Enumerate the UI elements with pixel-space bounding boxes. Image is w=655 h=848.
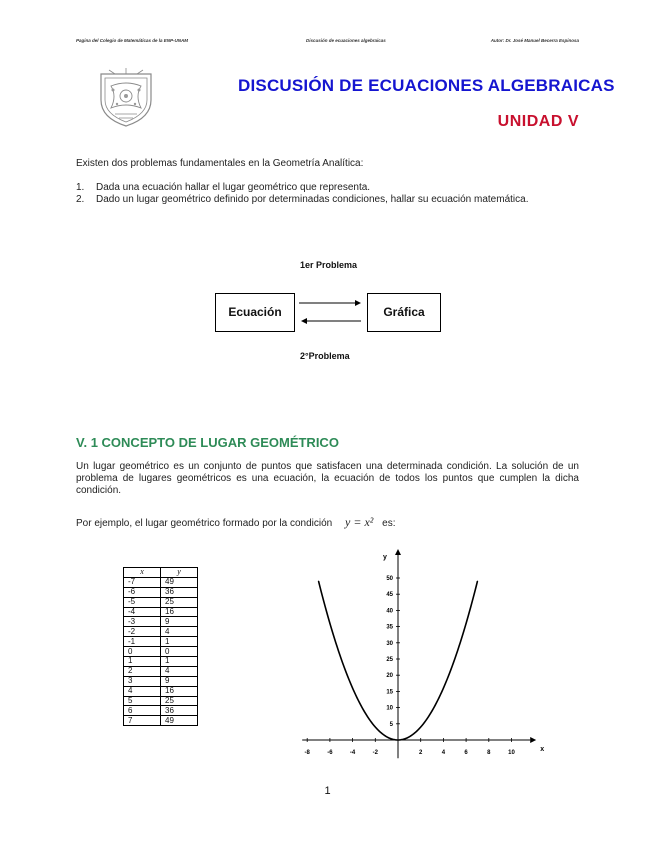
table-cell-y: 25: [161, 696, 198, 706]
table-row: [124, 666, 198, 676]
table-cell-x: 1: [124, 657, 161, 667]
y-tick-label: 50: [386, 576, 393, 582]
table-row: [124, 676, 198, 686]
unit-heading: UNIDAD V: [497, 113, 579, 130]
table-header-row: [124, 568, 198, 578]
table-row: [124, 637, 198, 647]
y-axis-label: y: [383, 554, 387, 561]
y-tick-label: 25: [386, 657, 393, 663]
table-row: [124, 686, 198, 696]
table-row: [124, 587, 198, 597]
table-cell-x: -7: [124, 577, 161, 587]
table-cell-y: 36: [161, 587, 198, 597]
y-tick-label: 30: [386, 640, 393, 647]
section-title: V. 1 CONCEPTO DE LUGAR GEOMÉTRICO: [76, 435, 339, 450]
table-cell-x: 4: [124, 686, 161, 696]
x-tick-label: 2: [419, 750, 423, 756]
list-item: [76, 194, 528, 206]
table-row: [124, 627, 198, 637]
table-row: [124, 647, 198, 657]
table-cell-x: 0: [124, 647, 161, 657]
x-tick-label: 6: [464, 750, 468, 756]
data-point: [431, 710, 432, 711]
intro-text: Existen dos problemas fundamentales en la Geometría Analítica:: [76, 158, 364, 169]
data-point: [477, 581, 478, 582]
values-table: [123, 567, 198, 726]
x-tick-label: -2: [372, 750, 378, 756]
table-cell-x: -2: [124, 627, 161, 637]
list-number: 2.: [76, 194, 85, 205]
y-tick-label: 40: [386, 608, 393, 615]
data-point: [341, 658, 342, 659]
data-point: [352, 688, 353, 689]
table-cell-x: -4: [124, 607, 161, 617]
example-equation: y = x²: [345, 515, 374, 529]
ecuacion-box: Ecuación: [215, 293, 295, 332]
table-row: [124, 617, 198, 627]
example-text: Por ejemplo, el lugar geométrico formado por la condición: [76, 518, 333, 529]
data-point: [363, 710, 364, 711]
grafica-box: Gráfica: [367, 293, 441, 332]
data-point: [386, 736, 387, 737]
x-tick-label: 10: [508, 750, 515, 756]
x-axis-arrow: [530, 737, 536, 743]
example-line: [76, 516, 396, 530]
x-tick-label: -4: [349, 750, 356, 756]
table-cell-x: -1: [124, 637, 161, 647]
list-text: Dada una ecuación hallar el lugar geométrico que representa.: [96, 182, 371, 193]
y-tick-label: 45: [386, 592, 393, 599]
arrows-diagram: [295, 295, 367, 329]
table-cell-y: 1: [161, 637, 198, 647]
x-tick-label: -8: [304, 750, 310, 756]
table-cell-y: 49: [161, 577, 198, 587]
table-cell-x: 2: [124, 666, 161, 676]
header-center: Discusión de ecuaciones algebraicas: [306, 38, 386, 43]
y-tick-label: 35: [386, 624, 393, 631]
data-point: [375, 726, 376, 727]
y-tick-label: 15: [386, 689, 393, 696]
data-point: [329, 623, 330, 624]
parabola-chart: [290, 545, 550, 760]
table-cell-x: -6: [124, 587, 161, 597]
table-row: [124, 706, 198, 716]
table-cell-y: 4: [161, 627, 198, 637]
arrow-left-head: [301, 318, 307, 324]
data-point: [466, 623, 467, 624]
data-point: [454, 658, 455, 659]
x-axis-label: x: [540, 746, 545, 753]
table-cell-y: 0: [161, 647, 198, 657]
list-item: [76, 182, 528, 194]
example-after: es:: [382, 518, 396, 529]
y-axis-arrow: [395, 549, 401, 555]
table-cell-x: -3: [124, 617, 161, 627]
table-row: [124, 716, 198, 726]
y-tick-label: 5: [389, 721, 393, 728]
data-point: [443, 688, 444, 689]
table-cell-y: 9: [161, 676, 198, 686]
x-tick-label: -6: [327, 750, 333, 756]
problem-list: [76, 182, 528, 206]
data-point: [397, 739, 398, 740]
page-number: 1: [324, 785, 331, 797]
list-number: 1.: [76, 182, 85, 193]
table-cell-y: 1: [161, 657, 198, 667]
table-cell-y: 49: [161, 716, 198, 726]
data-point: [409, 736, 410, 737]
table-header-x: x: [124, 568, 161, 578]
table-cell-x: -5: [124, 597, 161, 607]
table-cell-y: 16: [161, 686, 198, 696]
table-cell-x: 3: [124, 676, 161, 686]
document-title: DISCUSIÓN DE ECUACIONES ALGEBRAICAS: [238, 76, 615, 95]
table-row: [124, 657, 198, 667]
list-text: Dado un lugar geométrico definido por determinadas condiciones, hallar su ecuación matemática.: [96, 194, 529, 205]
table-row: [124, 607, 198, 617]
unam-seal-logo: [95, 66, 157, 128]
header-right: Autor: Dr. José Manuel Becerra Espinosa: [490, 38, 579, 43]
y-tick-label: 10: [386, 705, 393, 712]
problem2-label: 2°Problema: [300, 351, 350, 361]
table-cell-x: 6: [124, 706, 161, 716]
x-tick-label: 4: [441, 750, 446, 756]
table-cell-y: 16: [161, 607, 198, 617]
table-cell-y: 25: [161, 597, 198, 607]
problem1-label: 1er Problema: [300, 260, 358, 270]
table-row: [124, 597, 198, 607]
arrow-right-head: [355, 300, 361, 306]
concept-paragraph: Un lugar geométrico es un conjunto de puntos que satisfacen una determinada condición. La solución de un problema de lugares geométricos es una ecuación, la ecuación de todos los puntos que cumplen la dicha condición.: [76, 461, 579, 496]
table-cell-y: 9: [161, 617, 198, 627]
table-row: [124, 577, 198, 587]
table-cell-x: 5: [124, 696, 161, 706]
y-tick-label: 20: [386, 673, 393, 680]
table-header-y: y: [161, 568, 198, 578]
data-point: [420, 726, 421, 727]
table-row: [124, 696, 198, 706]
table-cell-y: 4: [161, 666, 198, 676]
header-left: Pagina del Colegio de Matemáticas de la ENP-UNAM: [76, 38, 189, 43]
table-cell-x: 7: [124, 716, 161, 726]
data-point: [318, 581, 319, 582]
x-tick-label: 8: [487, 750, 491, 756]
table-cell-y: 36: [161, 706, 198, 716]
